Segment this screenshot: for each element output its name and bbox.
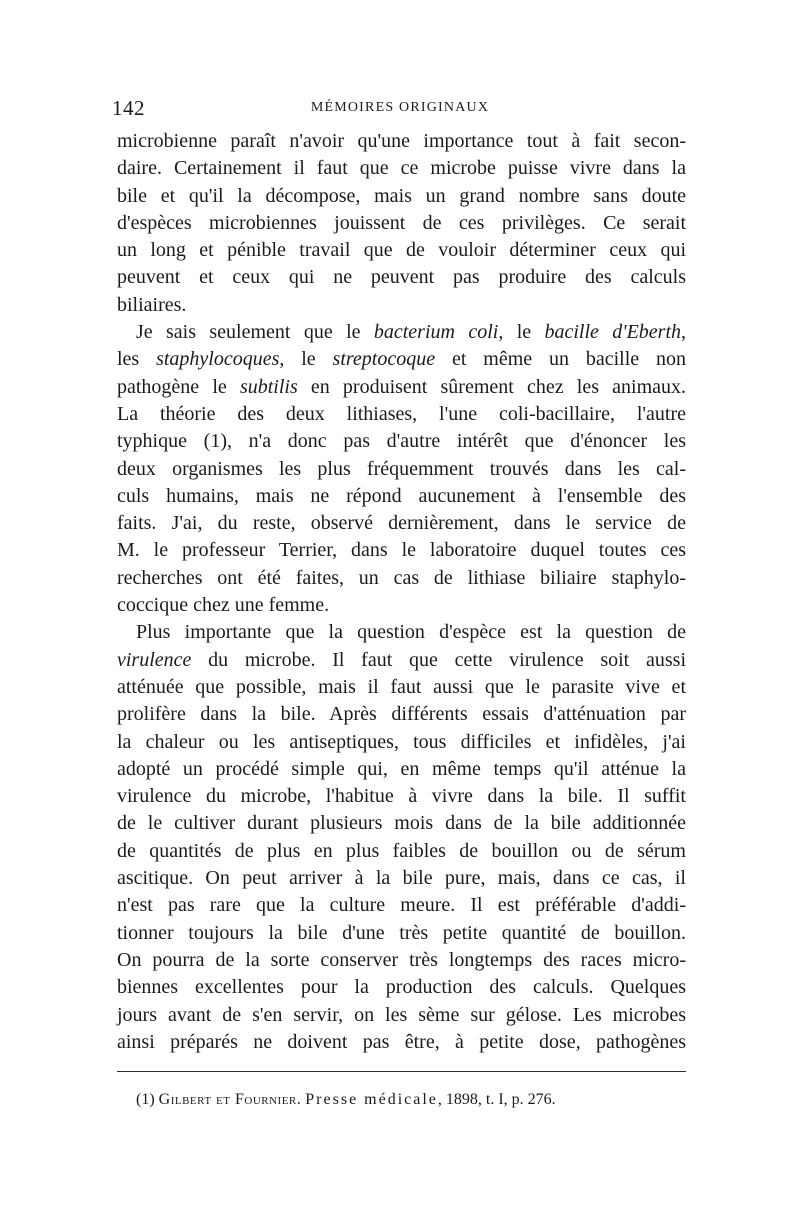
italic-term: streptocoque: [332, 348, 436, 371]
footnote-divider: [117, 1071, 686, 1072]
text-line: jours avant de s'en servir, on les sème sur gélose. Les microbes: [117, 1003, 686, 1026]
text-run: , le: [498, 321, 545, 344]
text-run: du microbe. Il faut que cette virulence soit aussi: [191, 648, 686, 671]
text-line: La théorie des deux lithiases, l'une coli-bacillaire, l'autre: [117, 402, 686, 425]
text-line: biliaires.: [117, 293, 187, 316]
text-line: tionner toujours la bile d'une très petite quantité de bouillon.: [117, 921, 686, 944]
text-run: Je sais seulement que le: [136, 321, 374, 344]
text-line: la chaleur ou les antiseptiques, tous difficiles et infidèles, j'ai: [117, 730, 686, 753]
text-line: microbienne paraît n'avoir qu'une importance tout à fait secon-: [117, 130, 686, 152]
text-line: ascitique. On peut arriver à la bile pure, mais, dans ce cas, il: [117, 867, 686, 890]
text-line: d'espèces microbiennes jouissent de ces privilèges. Ce serait: [117, 211, 686, 234]
text-run: et même un bacille non: [435, 348, 687, 371]
text-line: un long et pénible travail que de vouloir déterminer ceux qui: [117, 239, 686, 262]
text-line: coccique chez une femme.: [117, 594, 330, 617]
text-line: recherches ont été faites, un cas de lithiase biliaire staphylo-: [117, 566, 686, 589]
text-line: culs humains, mais ne répond aucunement à l'ensemble des: [117, 484, 686, 507]
text-line: ainsi préparés ne doivent pas être, à petite dose, pathogènes: [117, 1030, 686, 1053]
footnote-citation: , 1898, t. I, p. 276.: [437, 1091, 556, 1108]
text-line: peuvent et ceux qui ne peuvent pas produire des calculs: [117, 266, 686, 289]
text-line: typhique (1), n'a donc pas d'autre intérêt que d'énoncer les: [117, 430, 686, 453]
text-line: [117, 647, 686, 674]
text-line: biennes excellentes pour la production des calculs. Quelques: [117, 976, 686, 999]
text-run: pathogène le: [117, 375, 240, 398]
page-number: 142: [112, 96, 145, 120]
text-line: de quantités de plus en plus faibles de bouillon ou de sérum: [117, 839, 686, 862]
text-line: [117, 319, 686, 346]
footnote-marker: (1): [136, 1091, 155, 1108]
text-line: n'est pas rare que la culture meure. Il est préférable d'addi-: [117, 894, 686, 917]
text-line: atténuée que possible, mais il faut aussi que le parasite vive et: [117, 675, 686, 698]
text-line: M. le professeur Terrier, dans le laboratoire duquel toutes ces: [117, 539, 686, 562]
body-text: [117, 128, 686, 1056]
running-head: [112, 96, 688, 126]
text-run: , le: [279, 348, 333, 371]
text-line: bile et qu'il la décompose, mais un grand nombre sans doute: [117, 184, 686, 207]
italic-term: bacille d'Eberth: [544, 321, 681, 344]
text-line: adopté un procédé simple qui, en même temps qu'il atténue la: [117, 757, 686, 780]
text-run: en produisent sûrement chez les animaux.: [297, 375, 686, 398]
footnote-authors: Gilbert et Fournier.: [158, 1091, 302, 1108]
text-line: prolifère dans la bile. Après différents essais d'atténuation par: [117, 703, 686, 726]
text-line: daire. Certainement il faut que ce microbe puisse vivre dans la: [117, 157, 686, 180]
text-line: [117, 346, 686, 373]
italic-term: virulence: [117, 648, 192, 671]
text-run: les: [117, 348, 157, 371]
text-line: Plus importante que la question d'espèce est la question de: [136, 621, 686, 644]
text-run: ,: [681, 321, 686, 344]
text-line: faits. J'ai, du reste, observé dernièrement, dans le service de: [117, 512, 686, 535]
text-line: de le cultiver durant plusieurs mois dans de la bile additionnée: [117, 812, 686, 835]
italic-term: bacterium coli: [373, 321, 499, 344]
footnote-journal: Presse médicale: [305, 1091, 438, 1108]
italic-term: subtilis: [239, 375, 298, 398]
footnote: [136, 1091, 696, 1109]
italic-term: staphylocoques: [156, 348, 280, 371]
text-line: On pourra de la sorte conserver très longtemps des races micro-: [117, 948, 686, 971]
text-line: deux organismes les plus fréquemment trouvés dans les cal-: [117, 457, 686, 480]
text-line: [117, 374, 686, 401]
text-line: virulence du microbe, l'habitue à vivre dans la bile. Il suffit: [117, 785, 686, 808]
running-title: MÉMOIRES ORIGINAUX: [310, 100, 490, 115]
